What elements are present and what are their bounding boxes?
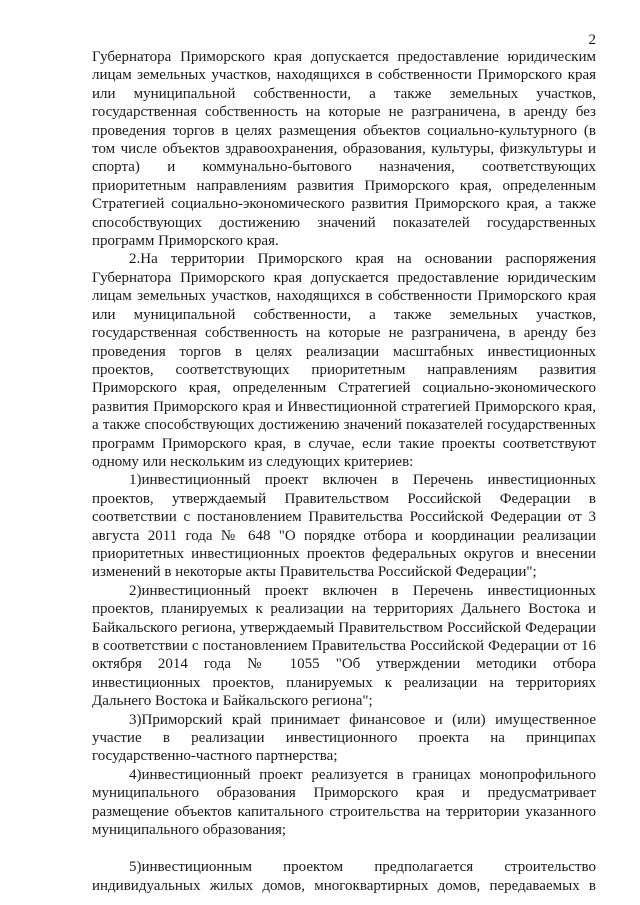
paragraph-criterion-5: 5)инвестиционным проектом предполагается строительство индивидуальных жилых домов, многоквартирных домов, передаваемых в	[92, 859, 596, 894]
paragraph-criterion-3: 3)Приморский край принимает финансовое и (или) имущественное участие в реализации инвестиционного проекта на принципах государственно-частного партнерства;	[92, 711, 596, 765]
paragraph-criterion-4: 4)инвестиционный проект реализуется в границах монопрофильного муниципального образования Приморского края и предусматривает размещение объектов капитального строительства на территории указанного муниципального образования;	[92, 766, 596, 839]
page-number: 2	[588, 32, 596, 48]
paragraph-criterion-2: 2)инвестиционный проект включен в Перечень инвестиционных проектов, планируемых к реализации на территориях Дальнего Востока и Байкальского региона, утверждаемый Правительством Российской Федерации в соответствии с постановлением Правительства Российской Федерации от 16 октября 2014 года № 1055 "Об утверждении методики отбора инвестиционных проектов, планируемых к реализации на территориях Дальнего Востока и Байкальского региона";	[92, 582, 596, 710]
paragraph-intro-continuation: Губернатора Приморского края допускается предоставление юридическим лицам земельных участков, находящихся в собственности Приморского края или муниципальной собственности, а также земельных участков, государственная собственность на которые не разграничена, в аренду без проведения торгов в целях размещения объектов социально-культурного (в том числе объектов здравоохранения, образования, культуры, физкультуры и спорта) и коммунально-бытового назначения, соответствующих приоритетным направлениям развития Приморского края, определенным Стратегией социально-экономического развития Приморского края, а также способствующих достижению значений показателей государственных программ Приморского края.	[92, 49, 596, 250]
paragraph-criterion-1: 1)инвестиционный проект включен в Перечень инвестиционных проектов, утверждаемый Правительством Российской Федерации в соответствии с постановлением Правительства Российской Федерации от 3 августа 2011 года № 648 "О порядке отбора и координации реализации приоритетных инвестиционных проектов федеральных округов и внесении изменений в некоторые акты Правительства Российской Федерации";	[92, 472, 596, 581]
paragraph-item-2: 2.На территории Приморского края на основании распоряжения Губернатора Приморского края допускается предоставление юридическим лицам земельных участков, находящихся в собственности Приморского края или муниципальной собственности, а также земельных участков, государственная собственность на которые не разграничена, в аренду без проведения торгов в целях реализации масштабных инвестиционных проектов, соответствующих приоритетным направлениям развития Приморского края, определенным Стратегией социально-экономического развития Приморского края и Инвестиционной стратегией Приморского края, а также способствующих достижению значений показателей государственных программ Приморского края, в случае, если такие проекты соответствуют одному или нескольким из следующих критериев:	[92, 251, 596, 470]
